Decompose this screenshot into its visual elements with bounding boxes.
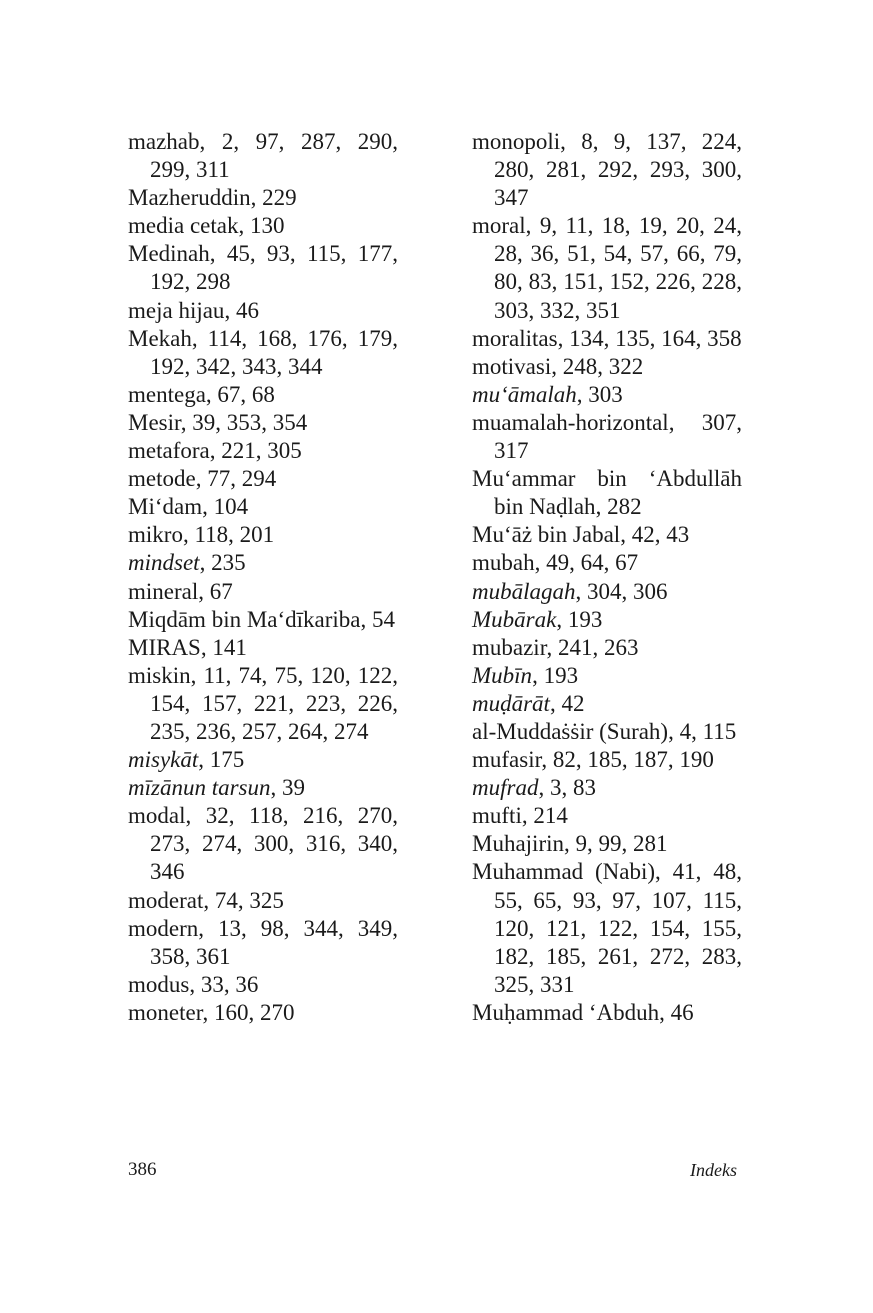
index-page-refs: , 8, 9, 137, 224, 280, 281, 292, 293, 300, 347 (494, 129, 742, 211)
index-entry (472, 578, 742, 606)
page-number: 386 (128, 1159, 157, 1180)
index-term: Mesir (128, 409, 181, 435)
index-entry (128, 887, 398, 915)
index-term: moneter (128, 999, 203, 1025)
index-page-refs: , 45, 93, 115, 177, 192, 298 (150, 241, 398, 295)
index-entry (472, 634, 742, 662)
index-term: mentega (128, 381, 206, 407)
index-term: mubālagah (472, 578, 576, 604)
index-page-refs: , 33, 36 (189, 971, 259, 997)
index-term: Mu‘ammar bin ‘Abdullāh bin Naḍlah (472, 466, 742, 520)
index-entry (128, 999, 398, 1027)
index-entry (128, 381, 398, 409)
index-term: Muhammad (Nabi) (472, 859, 656, 885)
index-term: media cetak (128, 213, 239, 239)
index-page-refs: , 9, 99, 281 (564, 831, 668, 857)
index-page-refs: , 82, 185, 187, 190 (541, 747, 714, 773)
index-entry (128, 915, 398, 971)
index-page-refs: , 114, 168, 176, 179, 192, 342, 343, 344 (150, 325, 398, 379)
index-entry (128, 437, 398, 465)
index-entry (128, 746, 398, 774)
index-term: mindset (128, 550, 200, 576)
index-entry (128, 634, 398, 662)
index-entry (128, 662, 398, 746)
index-entry (128, 549, 398, 577)
index-term: mubazir (472, 634, 547, 660)
index-page-refs: , 141 (200, 634, 247, 660)
index-term: Muhajirin (472, 831, 564, 857)
index-entry (472, 521, 742, 549)
index-entry (128, 325, 398, 381)
index-page-refs: , 11, 74, 75, 120, 122, 154, 157, 221, 223, 226, 235, 236, 257, 264, 274 (150, 662, 398, 744)
index-page-refs: , 67, 68 (205, 381, 275, 407)
index-entry (128, 802, 398, 886)
index-page-refs: , 77, 294 (195, 466, 277, 492)
index-page-refs: , 282 (595, 494, 642, 520)
index-term: mubah (472, 550, 535, 576)
index-term: mikro (128, 522, 183, 548)
index-page-refs: , 74, 325 (203, 887, 284, 913)
index-entry (128, 465, 398, 493)
index-term: Mubīn (472, 662, 533, 688)
index-entry (128, 128, 398, 184)
index-term: moderat (128, 887, 204, 913)
index-page-refs: , 221, 305 (209, 438, 302, 464)
index-entry (472, 353, 742, 381)
index-entry (128, 212, 398, 240)
index-entry (472, 212, 742, 324)
running-title: Indeks (690, 1160, 737, 1180)
index-page-refs: , 248, 322 (551, 353, 644, 379)
index-entry (472, 409, 742, 465)
index-term: Medinah (128, 241, 210, 267)
index-term: mineral (128, 578, 199, 604)
index-entry (472, 746, 742, 774)
index-page-refs: , 49, 64, 67 (534, 550, 639, 576)
index-term: Mu‘āż bin Jabal (472, 522, 621, 548)
index-entry (128, 971, 398, 999)
index-entry (472, 718, 742, 746)
index-page-refs: , 229 (250, 185, 297, 211)
index-entry (472, 830, 742, 858)
index-page-refs: , 193 (556, 606, 603, 632)
index-term: motivasi (472, 353, 552, 379)
index-entry (128, 409, 398, 437)
index-entry (128, 297, 398, 325)
index-entry (128, 493, 398, 521)
index-page-refs: , 214 (521, 803, 568, 829)
index-term: Miqdām bin Ma‘dīkariba (128, 606, 361, 632)
index-column-left (128, 128, 398, 1027)
index-page-refs: , 32, 118, 216, 270, 273, 274, 300, 316, 340, 346 (150, 803, 398, 885)
index-term: mufti (472, 803, 522, 829)
index-entry (472, 465, 742, 521)
index-term: mīzānun tarsun (128, 775, 271, 801)
index-page-refs: , 54 (360, 606, 396, 632)
index-entry (128, 578, 398, 606)
index-entry (472, 858, 742, 998)
index-term: miskin (128, 662, 191, 688)
index-term: metode (128, 466, 196, 492)
index-term: al-Muddaṡṡir (Surah) (472, 718, 669, 744)
index-term: Mazheruddin (128, 185, 251, 211)
index-term: modus (128, 971, 190, 997)
index-page-refs: , 4, 115 (668, 718, 737, 744)
index-entry (472, 549, 742, 577)
index-page-refs: , 118, 201 (182, 522, 275, 548)
index-term: mu‘āmalah (472, 381, 577, 407)
index-page-refs: , 307, 317 (494, 409, 742, 464)
index-term: meja hijau (128, 297, 225, 323)
index-entry (128, 774, 398, 802)
index-column-right (472, 128, 742, 1027)
index-term: monopoli (472, 129, 561, 154)
index-page-refs: , 193 (532, 662, 579, 688)
index-term: MIRAS (128, 634, 201, 660)
index-entry (128, 521, 398, 549)
index-page-refs: , 2, 97, 287, 290, 299, 311 (150, 129, 398, 183)
index-page-refs: , 3, 83 (538, 775, 596, 801)
index-page-refs: , 42 (549, 690, 585, 716)
index-entry (472, 381, 742, 409)
index-page-refs: , 46 (224, 297, 259, 323)
index-term: Mekah (128, 325, 192, 351)
index-term: moralitas (472, 325, 558, 351)
index-page-refs: , 304, 306 (575, 578, 668, 604)
index-page-refs: , 303 (576, 381, 623, 407)
index-term: metafora (128, 438, 210, 464)
index-entry (472, 606, 742, 634)
index-entry (128, 184, 398, 212)
index-page-refs: , 241, 263 (546, 634, 639, 660)
index-page-refs: , 130 (238, 213, 285, 239)
index-page-refs: , 42, 43 (620, 522, 690, 548)
index-term: mufrad (472, 775, 539, 801)
index-entry (472, 662, 742, 690)
index-page-refs: , 134, 135, 164, 358 (557, 325, 742, 351)
index-entry (472, 325, 742, 353)
index-entry (128, 240, 398, 296)
index-entry (128, 606, 398, 634)
index-page-refs: , 67 (198, 578, 233, 604)
index-term: modal (128, 803, 186, 829)
index-entry (472, 128, 742, 212)
index-page-refs: , 160, 270 (202, 999, 295, 1025)
index-term: misykāt (128, 747, 199, 773)
index-page-refs: , 39, 353, 354 (180, 409, 308, 435)
index-term: Mubārak (472, 606, 557, 632)
index-page-refs: , 104 (202, 494, 249, 520)
index-page-refs: , 46 (659, 999, 694, 1025)
index-term: mufasir (472, 747, 542, 773)
index-page-refs: , 175 (198, 747, 245, 773)
index-page-refs: , 39 (270, 775, 305, 801)
index-term: muḍārāt (472, 690, 550, 716)
index-term: moral (472, 213, 526, 239)
index-page-refs: , 13, 98, 344, 349, 358, 361 (150, 915, 398, 969)
index-page-refs: , 41, 48, 55, 65, 93, 97, 107, 115, 120, 121, 122, 154, 155, 182, 185, 261, 272, 283, 325, 331 (494, 859, 742, 997)
index-term: mazhab (128, 129, 200, 154)
index-page-refs: , 235 (199, 550, 246, 576)
index-page-refs: , 9, 11, 18, 19, 20, 24, 28, 36, 51, 54, 57, 66, 79, 80, 83, 151, 152, 226, 228, 303, 332, 351 (494, 213, 742, 323)
index-term: Muḥammad ‘Abduh (472, 999, 660, 1025)
index-term: muamalah-horizontal (472, 409, 669, 435)
index-entry (472, 802, 742, 830)
index-term: Mi‘dam (128, 494, 203, 520)
index-entry (472, 999, 742, 1027)
index-entry (472, 774, 742, 802)
index-term: modern (128, 915, 199, 941)
index-entry (472, 690, 742, 718)
